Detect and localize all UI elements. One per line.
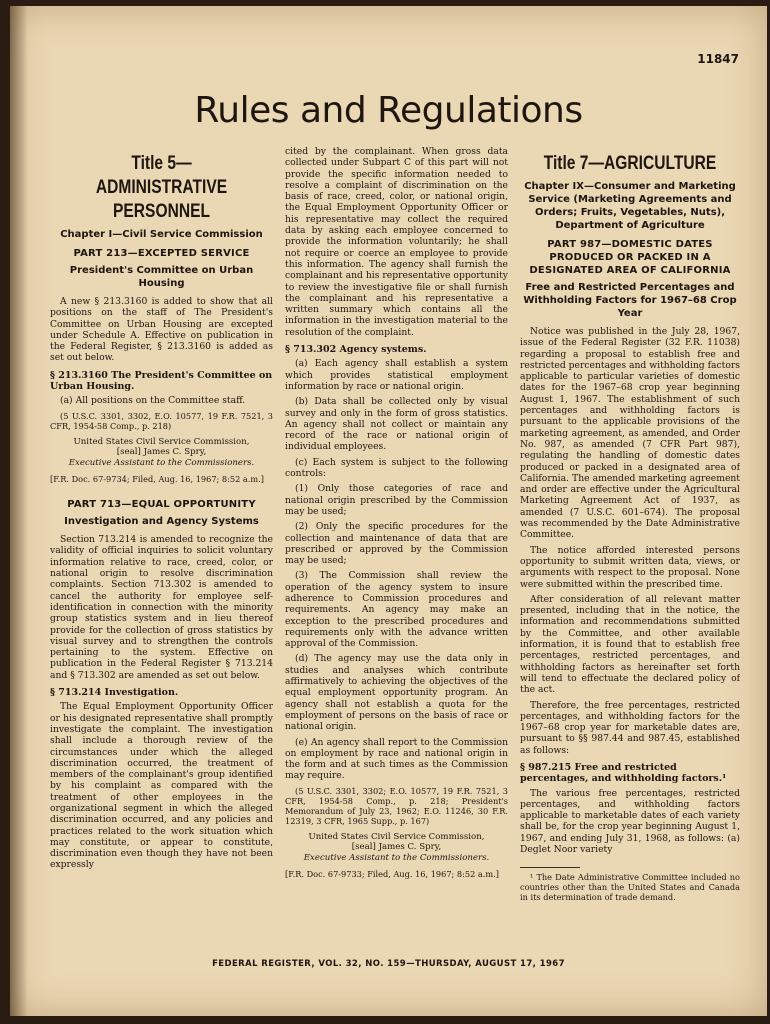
page-number: 11847 [697,52,739,66]
fr-doc-note: [F.R. Doc. 67-9734; Filed, Aug. 16, 1967; 8:52 a.m.] [50,474,264,485]
section-heading: § 713.214 Investigation. [50,687,179,699]
paragraph: A new § 213.3160 is added to show that all positions on the staff of The President's Committee on Urban Housing are excepted under Schedule A. Effective on publication in the Federal Register, § 213.3160 is added as set out below. [50,296,273,364]
paragraph: (e) An agency shall report to the Commission on employment by race and national origin in the form and at such times as the Commission may require. [285,736,508,782]
section-heading: § 987.215 Free and restricted percentages, and withholding factors.¹ [520,761,727,785]
masthead: Rules and Regulations [194,90,583,131]
paragraph: After consideration of all relevant matter presented, including that in the notice, the information and recommendations submitted by the Committee, and other available information, it is found that to establish free percentages, restricted percentages, and withholding factors as hereinafter set forth will tend to effectuate the declared policy of the act. [520,593,740,696]
paragraph: Therefore, the free percentages, restricted percentages, and withholding factors for the 1967–68 crop year for marketable dates are, pursuant to §§ 987.44 and 987.45, established as follows: [520,699,740,756]
signature-title: Executive Assistant to the Commissioners. [68,457,255,468]
footnote: ¹ The Date Administrative Committee included no countries other than the United States and Canada in its determination of trade demand. [520,872,740,903]
paragraph: (a) All positions on the Committee staff. [60,395,246,407]
paragraph: (a) Each agency shall establish a system which provides statistical employment information by race or national origin. [285,358,508,392]
signature-org: United States Civil Service Commission, [308,831,485,842]
chapter-heading: Chapter I—Civil Service Commission [60,229,263,240]
chapter-heading: Chapter IX—Consumer and Marketing Service (Marketing Agreements and Orders; Fruits, Vegetables, Nuts), Department of Agriculture [524,181,736,231]
citation: (5 U.S.C. 3301, 3302, E.O. 10577, 19 F.R. 7521, 3 CFR, 1954-58 Comp., p. 218) [50,410,273,431]
paragraph: (d) The agency may use the data only in studies and analyses which contribute affirmatively to achieving the objectives of the equal employment opportunity program. An agency shall not establish a quota for the employment of persons on the basis of race or national origin. [285,653,508,733]
section-heading: § 713.302 Agency systems. [285,344,427,356]
section-heading: § 213.3160 The President's Committee on Urban Housing. [50,369,273,393]
paragraph: The notice afforded interested persons opportunity to submit written data, views, or arguments with respect to the proposal. None were submitted within the prescribed time. [520,544,740,590]
subject-heading: President's Committee on Urban Housing [69,265,254,289]
paragraph: cited by the complainant. When gross data collected under Subpart C of this part will not provide the specific information needed to resolve a complaint of discrimination on the basis of race, creed, color, or national origin, the Equal Employment Opportunity Officer or his representative may collect the required data by asking each employee concerned to provide the information voluntarily; he shall not require or coerce an employee to provide this information. The agency shall furnish the complainant and his representative opportunity to review the investigative file or shall furnish the complainant and his representative a written summary which contains all the information in the investigation material to the resolution of the complaint. [285,146,508,338]
part-heading: PART 987—DOMESTIC DATES PRODUCED OR PACKED IN A DESIGNATED AREA OF CALIFORNIA [529,239,731,276]
paragraph: (c) Each system is subject to the following controls: [285,456,508,480]
signature-name: [seal] James C. Spry, [116,447,207,458]
binding-shadow [10,6,28,1016]
paragraph: The various free percentages, restricted percentages, and withholding factors applicable to marketable dates of each variety shall be, for the crop year beginning August 1, 1967, and ending July 31, 1968, as follows: (a) Deglet Noor variety [520,787,740,856]
paragraph: Section 713.214 is amended to recognize the validity of official inquiries to solicit voluntary information relative to race, creed, color, or national origin to resolve discrimination complaints. Section 713.302 is amended to cancel the authority for employee self-identification in connection with the minority group statistics system and in lieu thereof provide for the collection of gross statistics by visual survey and to strengthen the controls pertaining to the system. Effective on publication in the Federal Register § 713.214 and § 713.302 are amended as set out below. [50,534,273,681]
signature-name: [seal] James C. Spry, [351,842,442,853]
citation: (5 U.S.C. 3301, 3302; E.O. 10577, 19 F.R. 7521, 3 CFR, 1954-58 Comp., p. 218; President's Memorandum of July 23, 1962; E.O. 11246, 30 F.R. 12319, 3 CFR, 1965 Supp., p. 167) [285,785,508,826]
signature-block [285,832,508,864]
signature-title: Executive Assistant to the Commissioners. [303,852,490,863]
paragraph: (2) Only the specific procedures for the collection and maintenance of data that are prescribed or approved by the Commission may be used; [285,521,508,567]
column-3 [520,146,740,936]
part-heading: PART 213—EXCEPTED SERVICE [73,248,250,259]
page-footer: FEDERAL REGISTER, VOL. 32, NO. 159—THURSDAY, AUGUST 17, 1967 [212,959,565,969]
column-1 [50,146,273,936]
paragraph: The Equal Employment Opportunity Officer or his designated representative shall promptly investigate the complaint. The investigation shall include a thorough review of the circumstances under which the alleged discrimination occurred, the treatment of members of the complainant's group identified by his complaint as compared with the treatment of other employees in the organizational segment in which the alleged discrimination occurred, and any policies and practices related to the work situation which may constitute, or appear to constitute, discrimination even though they have not been expressly [50,701,273,871]
signature-block [50,437,273,469]
signature-org: United States Civil Service Commission, [73,436,250,447]
paragraph: (b) Data shall be collected only by visual survey and only in the form of gross statistics. An agency shall not collect or maintain any record of the race or national origin of individual employees. [285,396,508,453]
column-2 [285,146,508,936]
paragraph: (1) Only those categories of race and national origin prescribed by the Commission may be used; [285,483,508,517]
fr-doc-note: [F.R. Doc. 67-9733; Filed, Aug. 16, 1967; 8:52 a.m.] [285,869,499,880]
subject-heading: Investigation and Agency Systems [64,516,259,528]
paragraph: Notice was published in the July 28, 1967, issue of the Federal Register (32 F.R. 11038) regarding a proposal to establish free and restricted percentages and withholding factors applicable to particular varieties of domestic dates for the 1967–68 crop year beginning August 1, 1967. The establishment of such percentages and withholding factors is pursuant to the applicable provisions of the marketing agreement, as amended, and Order No. 987, as amended (7 CFR Part 987), regulating the handling of domestic dates produced or packed in a designated area of California. The amended marketing agreement and order are effective under the Agricultural Marketing Agreement Act of 1937, as amended (7 U.S.C. 601–674). The proposal was recommended by the Date Administrative Committee. [520,326,740,541]
part-heading: PART 713—EQUAL OPPORTUNITY [67,499,256,511]
title-heading: Title 7—AGRICULTURE [543,153,717,174]
document-page [10,6,767,1016]
footnote-divider [520,867,580,868]
paragraph: (3) The Commission shall review the operation of the agency system to insure adherence to Commission procedures and requirements. An agency may make an exception to the prescribed procedures and requirements only with the advance written approval of the Commission. [285,570,508,650]
title-heading: Title 5—ADMINISTRATIVE PERSONNEL [95,153,228,222]
subject-heading: Free and Restricted Percentages and Withholding Factors for 1967–68 Crop Year [523,282,737,319]
